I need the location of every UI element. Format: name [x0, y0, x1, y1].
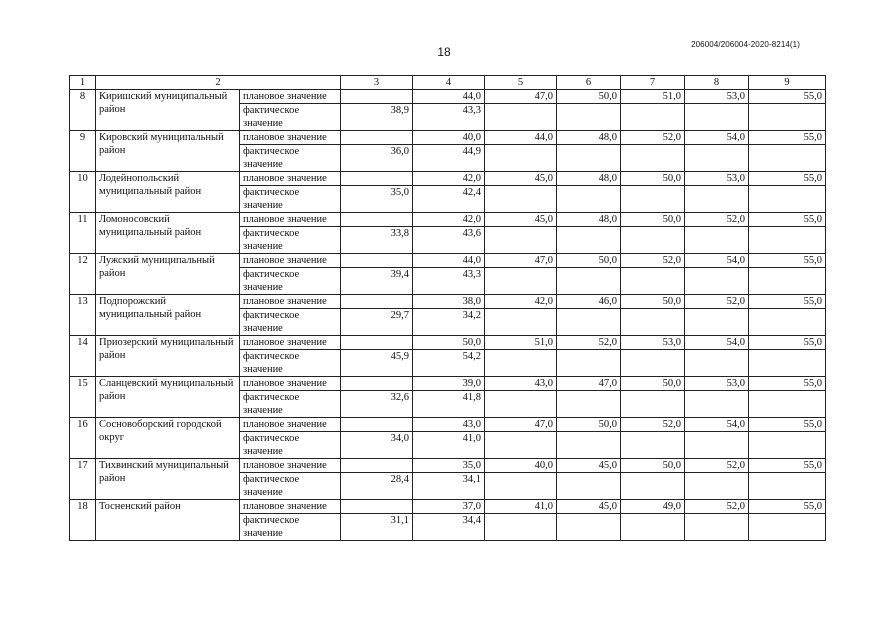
fact-value-cell	[685, 350, 749, 377]
plan-value-cell: 50,0	[557, 418, 621, 432]
plan-value-cell: 52,0	[685, 500, 749, 514]
plan-value-cell: 40,0	[485, 459, 557, 473]
plan-label: плановое значение	[240, 90, 341, 104]
plan-value-cell: 49,0	[621, 500, 685, 514]
plan-value-cell: 50,0	[621, 377, 685, 391]
plan-value-cell: 39,0	[413, 377, 485, 391]
table-row-plan	[70, 336, 826, 350]
plan-value-cell: 48,0	[557, 131, 621, 145]
fact-label: фактическое значение	[240, 432, 341, 459]
fact-value-cell: 34,0	[341, 432, 413, 459]
fact-value-cell	[557, 350, 621, 377]
fact-value-cell: 34,4	[413, 514, 485, 541]
plan-value-cell: 50,0	[621, 172, 685, 186]
plan-value-cell: 55,0	[749, 377, 826, 391]
fact-value-cell: 28,4	[341, 473, 413, 500]
district-name: Ломоносовский муниципальный район	[96, 213, 240, 254]
plan-label: плановое значение	[240, 500, 341, 514]
fact-value-cell: 31,1	[341, 514, 413, 541]
plan-label: плановое значение	[240, 418, 341, 432]
table-row-plan	[70, 172, 826, 186]
table-row-plan	[70, 295, 826, 309]
plan-value-cell: 52,0	[685, 295, 749, 309]
plan-value-cell: 50,0	[557, 254, 621, 268]
plan-value-cell: 38,0	[413, 295, 485, 309]
fact-value-cell: 45,9	[341, 350, 413, 377]
fact-value-cell: 43,6	[413, 227, 485, 254]
fact-value-cell	[557, 514, 621, 541]
fact-value-cell	[485, 268, 557, 295]
plan-value-cell: 53,0	[621, 336, 685, 350]
plan-value-cell: 52,0	[621, 254, 685, 268]
fact-value-cell	[685, 473, 749, 500]
fact-value-cell	[749, 268, 826, 295]
district-name: Лодейнопольский муниципальный район	[96, 172, 240, 213]
plan-value-cell: 54,0	[685, 336, 749, 350]
district-name: Сосновоборский городской округ	[96, 418, 240, 459]
header-row	[70, 76, 826, 90]
plan-value-cell: 47,0	[485, 90, 557, 104]
row-number: 12	[70, 254, 96, 295]
fact-value-cell	[621, 145, 685, 172]
plan-value-cell: 42,0	[413, 213, 485, 227]
fact-value-cell	[621, 227, 685, 254]
district-name: Подпорожский муниципальный район	[96, 295, 240, 336]
fact-label: фактическое значение	[240, 309, 341, 336]
district-name: Киришский муниципальный район	[96, 90, 240, 131]
plan-value-cell: 50,0	[621, 459, 685, 473]
row-number: 16	[70, 418, 96, 459]
plan-value-cell: 50,0	[413, 336, 485, 350]
column-header: 1	[70, 76, 96, 90]
fact-value-cell	[749, 186, 826, 213]
plan-value-cell	[341, 459, 413, 473]
plan-value-cell: 55,0	[749, 172, 826, 186]
fact-value-cell	[557, 104, 621, 131]
fact-value-cell	[485, 432, 557, 459]
row-number: 8	[70, 90, 96, 131]
column-header: 4	[413, 76, 485, 90]
fact-label: фактическое значение	[240, 104, 341, 131]
plan-value-cell: 44,0	[485, 131, 557, 145]
fact-value-cell	[621, 432, 685, 459]
column-header: 5	[485, 76, 557, 90]
table-row-plan	[70, 500, 826, 514]
fact-value-cell	[685, 104, 749, 131]
plan-value-cell: 53,0	[685, 172, 749, 186]
plan-value-cell: 46,0	[557, 295, 621, 309]
plan-value-cell: 43,0	[485, 377, 557, 391]
indicators-table	[69, 75, 826, 541]
plan-value-cell: 55,0	[749, 131, 826, 145]
plan-value-cell: 55,0	[749, 90, 826, 104]
fact-value-cell: 54,2	[413, 350, 485, 377]
plan-value-cell: 51,0	[621, 90, 685, 104]
plan-value-cell: 54,0	[685, 131, 749, 145]
fact-label: фактическое значение	[240, 350, 341, 377]
table-row-plan	[70, 213, 826, 227]
plan-value-cell: 53,0	[685, 377, 749, 391]
fact-value-cell	[621, 104, 685, 131]
table-row-plan	[70, 90, 826, 104]
fact-value-cell	[557, 186, 621, 213]
plan-value-cell: 44,0	[413, 90, 485, 104]
plan-value-cell	[341, 131, 413, 145]
fact-label: фактическое значение	[240, 391, 341, 418]
fact-value-cell	[557, 473, 621, 500]
fact-value-cell	[749, 432, 826, 459]
fact-value-cell	[557, 227, 621, 254]
fact-label: фактическое значение	[240, 514, 341, 541]
plan-value-cell: 54,0	[685, 418, 749, 432]
fact-value-cell	[685, 391, 749, 418]
plan-value-cell	[341, 254, 413, 268]
plan-value-cell: 48,0	[557, 172, 621, 186]
row-number: 14	[70, 336, 96, 377]
plan-label: плановое значение	[240, 254, 341, 268]
plan-value-cell	[341, 418, 413, 432]
plan-value-cell	[341, 213, 413, 227]
column-header: 2	[96, 76, 341, 90]
plan-value-cell: 45,0	[557, 459, 621, 473]
column-header: 3	[341, 76, 413, 90]
fact-value-cell	[485, 391, 557, 418]
row-number: 13	[70, 295, 96, 336]
fact-value-cell	[749, 350, 826, 377]
plan-value-cell: 43,0	[413, 418, 485, 432]
plan-label: плановое значение	[240, 213, 341, 227]
fact-value-cell	[685, 432, 749, 459]
fact-value-cell	[485, 186, 557, 213]
plan-value-cell: 54,0	[685, 254, 749, 268]
district-name: Кировский муниципальный район	[96, 131, 240, 172]
plan-value-cell: 42,0	[413, 172, 485, 186]
fact-value-cell: 34,1	[413, 473, 485, 500]
plan-value-cell: 55,0	[749, 459, 826, 473]
fact-value-cell: 39,4	[341, 268, 413, 295]
table-row-plan	[70, 254, 826, 268]
fact-value-cell	[621, 186, 685, 213]
plan-label: плановое значение	[240, 377, 341, 391]
fact-value-cell: 38,9	[341, 104, 413, 131]
plan-value-cell: 55,0	[749, 254, 826, 268]
document-code: 206004/206004-2020-8214(1)	[691, 40, 800, 49]
fact-value-cell	[749, 104, 826, 131]
fact-label: фактическое значение	[240, 186, 341, 213]
fact-value-cell	[749, 391, 826, 418]
plan-value-cell: 44,0	[413, 254, 485, 268]
fact-value-cell: 41,8	[413, 391, 485, 418]
fact-value-cell	[485, 145, 557, 172]
fact-value-cell	[749, 145, 826, 172]
plan-value-cell: 47,0	[557, 377, 621, 391]
plan-value-cell: 50,0	[621, 213, 685, 227]
fact-value-cell	[749, 309, 826, 336]
table-row-plan	[70, 131, 826, 145]
fact-value-cell	[621, 268, 685, 295]
plan-value-cell	[341, 336, 413, 350]
plan-value-cell: 55,0	[749, 500, 826, 514]
fact-label: фактическое значение	[240, 145, 341, 172]
column-header: 6	[557, 76, 621, 90]
fact-value-cell	[485, 104, 557, 131]
page-number: 18	[437, 45, 451, 59]
table-row-plan	[70, 418, 826, 432]
fact-value-cell	[485, 227, 557, 254]
plan-value-cell: 52,0	[685, 459, 749, 473]
column-header: 7	[621, 76, 685, 90]
fact-value-cell	[621, 473, 685, 500]
table-row-plan	[70, 377, 826, 391]
fact-value-cell	[685, 268, 749, 295]
plan-value-cell: 48,0	[557, 213, 621, 227]
fact-value-cell: 43,3	[413, 268, 485, 295]
fact-value-cell	[621, 350, 685, 377]
plan-value-cell: 55,0	[749, 418, 826, 432]
fact-value-cell	[685, 309, 749, 336]
plan-value-cell: 50,0	[621, 295, 685, 309]
row-number: 11	[70, 213, 96, 254]
district-name: Приозерский муниципальный район	[96, 336, 240, 377]
plan-value-cell: 35,0	[413, 459, 485, 473]
fact-value-cell	[557, 268, 621, 295]
fact-label: фактическое значение	[240, 473, 341, 500]
fact-value-cell: 42,4	[413, 186, 485, 213]
plan-value-cell: 55,0	[749, 336, 826, 350]
plan-value-cell: 45,0	[557, 500, 621, 514]
fact-value-cell	[557, 309, 621, 336]
table-row-plan	[70, 459, 826, 473]
fact-value-cell: 43,3	[413, 104, 485, 131]
plan-value-cell: 50,0	[557, 90, 621, 104]
fact-value-cell	[485, 514, 557, 541]
plan-value-cell: 55,0	[749, 213, 826, 227]
district-name: Лужский муниципальный район	[96, 254, 240, 295]
plan-value-cell: 55,0	[749, 295, 826, 309]
fact-value-cell	[749, 473, 826, 500]
fact-value-cell: 33,8	[341, 227, 413, 254]
fact-value-cell: 32,6	[341, 391, 413, 418]
plan-value-cell: 41,0	[485, 500, 557, 514]
fact-value-cell	[485, 309, 557, 336]
plan-value-cell: 40,0	[413, 131, 485, 145]
plan-value-cell	[341, 90, 413, 104]
plan-value-cell: 47,0	[485, 254, 557, 268]
row-number: 9	[70, 131, 96, 172]
plan-label: плановое значение	[240, 295, 341, 309]
plan-label: плановое значение	[240, 459, 341, 473]
fact-value-cell	[485, 473, 557, 500]
fact-value-cell	[685, 186, 749, 213]
district-name: Сланцевский муниципальный район	[96, 377, 240, 418]
row-number: 18	[70, 500, 96, 541]
row-number: 15	[70, 377, 96, 418]
fact-value-cell	[557, 391, 621, 418]
fact-value-cell	[557, 145, 621, 172]
district-name: Тосненский район	[96, 500, 240, 541]
plan-value-cell	[341, 377, 413, 391]
fact-value-cell	[685, 145, 749, 172]
fact-value-cell	[557, 432, 621, 459]
plan-value-cell	[341, 295, 413, 309]
column-header: 8	[685, 76, 749, 90]
plan-value-cell: 52,0	[621, 131, 685, 145]
fact-value-cell: 35,0	[341, 186, 413, 213]
plan-value-cell: 42,0	[485, 295, 557, 309]
plan-value-cell: 53,0	[685, 90, 749, 104]
fact-value-cell	[621, 514, 685, 541]
plan-label: плановое значение	[240, 172, 341, 186]
plan-value-cell	[341, 500, 413, 514]
fact-value-cell: 36,0	[341, 145, 413, 172]
plan-value-cell: 52,0	[685, 213, 749, 227]
column-header: 9	[749, 76, 826, 90]
fact-value-cell: 34,2	[413, 309, 485, 336]
plan-value-cell: 51,0	[485, 336, 557, 350]
fact-label: фактическое значение	[240, 227, 341, 254]
fact-value-cell	[749, 227, 826, 254]
plan-value-cell: 45,0	[485, 172, 557, 186]
fact-label: фактическое значение	[240, 268, 341, 295]
plan-value-cell: 45,0	[485, 213, 557, 227]
district-name: Тихвинский муниципальный район	[96, 459, 240, 500]
table-body	[70, 76, 826, 541]
plan-value-cell: 52,0	[621, 418, 685, 432]
row-number: 17	[70, 459, 96, 500]
fact-value-cell	[749, 514, 826, 541]
plan-label: плановое значение	[240, 336, 341, 350]
plan-value-cell: 52,0	[557, 336, 621, 350]
fact-value-cell	[685, 227, 749, 254]
fact-value-cell: 44,9	[413, 145, 485, 172]
fact-value-cell	[685, 514, 749, 541]
plan-label: плановое значение	[240, 131, 341, 145]
plan-value-cell	[341, 172, 413, 186]
fact-value-cell: 29,7	[341, 309, 413, 336]
fact-value-cell	[621, 391, 685, 418]
plan-value-cell: 37,0	[413, 500, 485, 514]
fact-value-cell	[485, 350, 557, 377]
fact-value-cell: 41,0	[413, 432, 485, 459]
fact-value-cell	[621, 309, 685, 336]
row-number: 10	[70, 172, 96, 213]
plan-value-cell: 47,0	[485, 418, 557, 432]
